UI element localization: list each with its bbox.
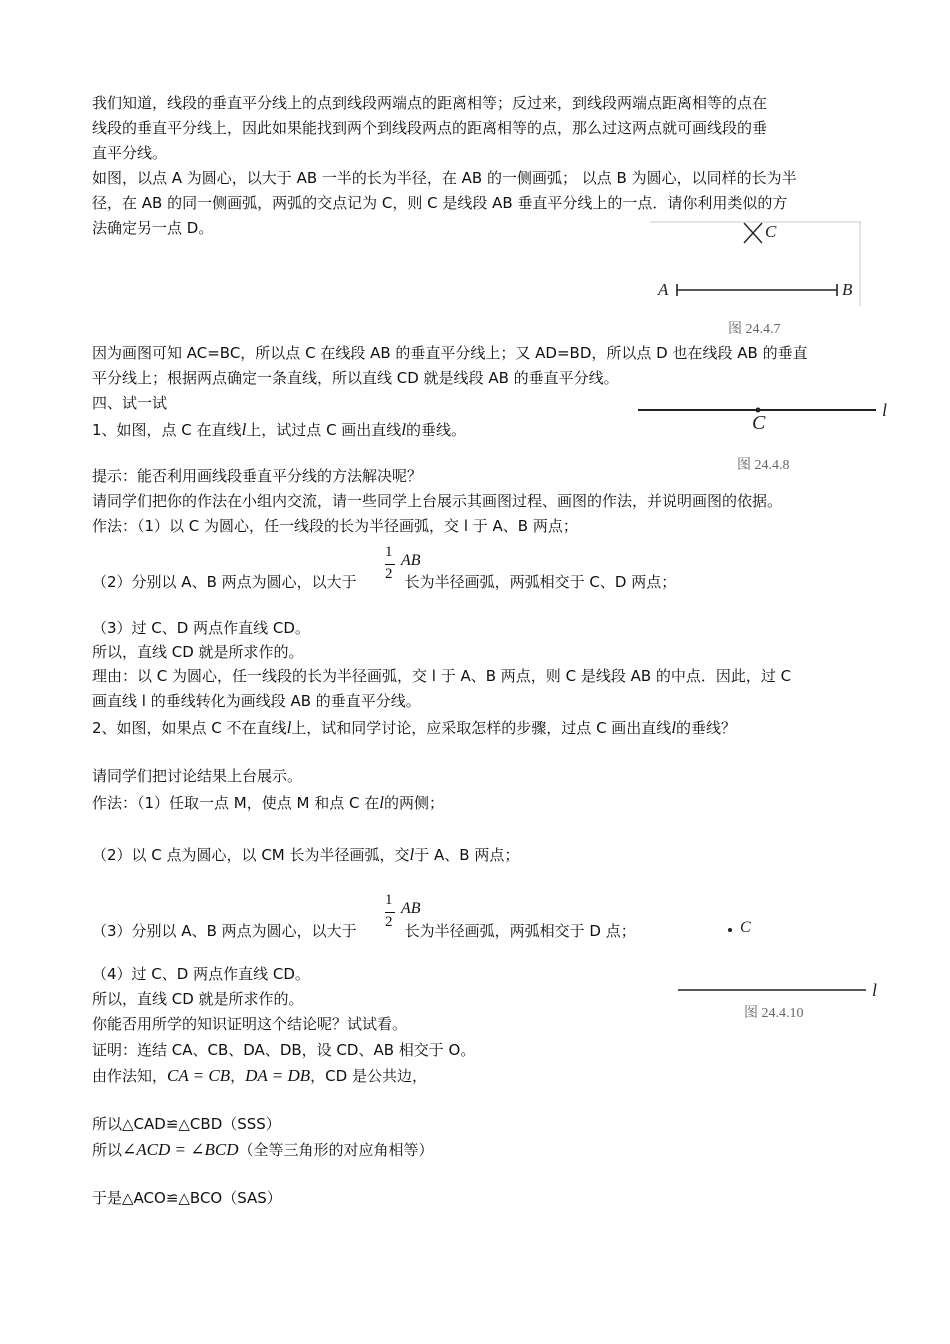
figure-24-4-10-drawing	[676, 918, 886, 998]
method2-step-2	[92, 845, 519, 865]
method2-step-1	[92, 793, 444, 813]
frac2-denominator: 2	[385, 914, 393, 930]
share-1: 请同学们把你的作法在小组内交流，请一些同学上台展示其画图过程、画图的作法，并说明画图的依据。	[92, 492, 783, 510]
q1-l-symbol-2: l	[401, 420, 407, 439]
frac2-bar	[385, 912, 395, 913]
fig2-caption: 图 24.4.8	[737, 458, 790, 473]
proof-line-4	[92, 1140, 434, 1160]
intro-line-2: 线段的垂直平分线上，因此如果能找到两个到线段两点的距离相等的点，那么过这两点就可画线段的垂	[92, 119, 768, 137]
method1-reason-1: 理由：以 C 为圆心，任一线段的长为半径画弧，交 l 于 A、B 两点，则 C 是线段 AB 的中点．因此，过 C	[92, 667, 792, 685]
proof-line-4b: （全等三角形的对应角相等）	[238, 1141, 434, 1159]
eq-da-db: DA = DB	[245, 1066, 311, 1085]
proof-line-3: 所以△CAD≌△CBD（SSS）	[92, 1115, 281, 1133]
q1-part-b: 上，试过点 C 画出直线	[246, 421, 402, 439]
intro-line-5: 径，在 AB 的同一侧画弧，两弧的交点记为 C，则 C 是线段 AB 垂直平分线上的一点．请你利用类似的方	[92, 194, 788, 212]
q2-part-a: 2、如图，如果点 C 不在直线	[92, 719, 287, 737]
frac1-bar	[385, 564, 395, 565]
figure-24-4-7-drawing	[650, 218, 862, 308]
method1-conclusion: 所以，直线 CD 就是所求作的。	[92, 643, 304, 661]
method1-reason-2: 画直线 l 的垂线转化为画线段 AB 的垂直平分线。	[92, 692, 421, 710]
intro-line-6: 法确定另一点 D。	[92, 219, 214, 237]
fig3-caption: 图 24.4.10	[744, 1006, 804, 1021]
method2-step-1b: 的两侧；	[383, 794, 444, 812]
figure-24-4-7	[650, 218, 862, 338]
fig1-label-b: B	[842, 280, 853, 299]
proof-line-2b: ，CD 是公共边，	[310, 1067, 427, 1085]
intro-line-3: 直平分线。	[92, 144, 168, 162]
frac2-ab: AB	[401, 900, 421, 917]
proof-line-1: 证明：连结 CA、CB、DA、DB，设 CD、AB 相交于 O。	[92, 1041, 476, 1059]
method2-step-3a: （3）分别以 A、B 两点为圆心，以大于	[92, 922, 357, 940]
method2-step-2b: 于 A、B 两点；	[414, 846, 520, 864]
frac1-numerator: 1	[385, 544, 393, 560]
section-title: 四、试一试	[92, 394, 168, 412]
question-1	[92, 420, 466, 440]
method2-step-1a: 作法：（1）任取一点 M，使点 M 和点 C 在	[92, 794, 380, 812]
share-2: 请同学们把讨论结果上台展示。	[92, 767, 303, 785]
frac2-numerator: 1	[385, 892, 393, 908]
method2-step-4: （4）过 C、D 两点作直线 CD。	[92, 965, 310, 983]
method1-step-3: （3）过 C、D 两点作直线 CD。	[92, 619, 310, 637]
method1-step-2b: 长为半径画弧，两弧相交于 C、D 两点；	[404, 573, 677, 591]
fig3-label-c: C	[740, 919, 751, 936]
proof-line-2	[92, 1066, 427, 1086]
figure-24-4-8-drawing	[636, 398, 900, 430]
intro-line-1: 我们知道，线段的垂直平分线上的点到线段两端点的距离相等；反过来，到线段两端点距离相等的点在	[92, 94, 768, 112]
q1-part-c: 的垂线。	[406, 421, 467, 439]
hint: 提示：能否利用画线段垂直平分线的方法解决呢？	[92, 467, 423, 485]
figure-24-4-10	[676, 918, 886, 1028]
proof-comma: ，	[230, 1067, 246, 1085]
fig1-label-c: C	[765, 222, 777, 241]
proof-question: 你能否用所学的知识证明这个结论呢？试试看。	[92, 1015, 408, 1033]
angle-equation: ∠ACD = ∠BCD	[122, 1140, 239, 1159]
q2-l-symbol-2: l	[671, 718, 677, 737]
frac1-denominator: 2	[385, 566, 393, 582]
method1-step-2a: （2）分别以 A、B 两点为圆心，以大于	[92, 573, 357, 591]
method2-l-symbol-2: l	[409, 845, 415, 864]
method1-step-1: 作法：（1）以 C 为圆心，任一线段的长为半径画弧，交 l 于 A、B 两点；	[92, 517, 578, 535]
fig2-label-c: C	[752, 412, 766, 434]
fig3-label-l: l	[872, 980, 878, 1000]
proof-line-2a: 由作法知，	[92, 1067, 168, 1085]
fig2-label-l: l	[882, 400, 888, 420]
fig1-caption: 图 24.4.7	[728, 322, 781, 337]
reason-line-1: 因为画图可知 AC=BC，所以点 C 在线段 AB 的垂直平分线上；又 AD=BD，所以点 D 也在线段 AB 的垂直	[92, 344, 808, 362]
q2-part-c: 的垂线？	[676, 719, 737, 737]
q2-part-b: 上，试和同学讨论，应采取怎样的步骤，过点 C 画出直线	[291, 719, 672, 737]
q1-part-a: 1、如图，点 C 在直线	[92, 421, 242, 439]
frac1-ab: AB	[401, 552, 421, 569]
method2-step-3	[92, 921, 636, 941]
fig1-label-a: A	[658, 280, 669, 299]
q2-l-symbol-1: l	[286, 718, 292, 737]
question-2	[92, 718, 736, 738]
q1-l-symbol-1: l	[241, 420, 247, 439]
reason-line-2: 平分线上；根据两点确定一条直线，所以直线 CD 就是线段 AB 的垂直平分线。	[92, 369, 619, 387]
eq-ca-cb: CA = CB	[167, 1066, 231, 1085]
figure-24-4-8	[636, 398, 900, 478]
proof-line-4a: 所以	[92, 1141, 123, 1159]
intro-line-4: 如图，以点 A 为圆心，以大于 AB 一半的长为半径，在 AB 的一侧画弧； 以点 B 为圆心，以同样的长为半	[92, 169, 797, 187]
method2-step-3b: 长为半径画弧，两弧相交于 D 点；	[404, 922, 636, 940]
method2-step-2a: （2）以 C 点为圆心，以 CM 长为半径画弧，交	[92, 846, 410, 864]
method2-l-symbol-1: l	[379, 793, 384, 812]
method2-conclusion: 所以，直线 CD 就是所求作的。	[92, 990, 304, 1008]
proof-line-5: 于是△ACO≌△BCO（SAS）	[92, 1189, 282, 1207]
